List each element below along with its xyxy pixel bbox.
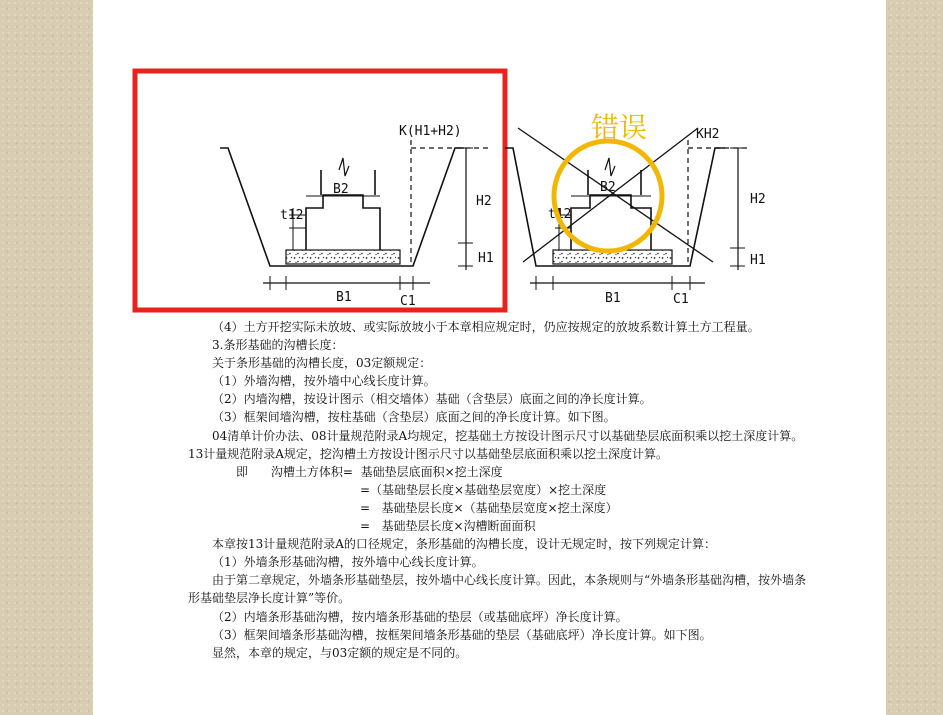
left-label-h2: H2 [476, 194, 492, 209]
right-label-h2: H2 [750, 192, 766, 207]
paragraph-3: 关于条形基础的沟槽长度，03定额规定： [212, 356, 432, 371]
error-label: 错误 [591, 111, 648, 144]
right-label-k: KH2 [696, 127, 720, 142]
paragraph-13: 显然，本章的规定，与03定额的规定是不同的。 [212, 645, 468, 660]
left-label-b2: B2 [333, 182, 349, 197]
paragraph-4: （1）外墙沟槽，按外墙中心线长度计算。 [212, 374, 436, 389]
paragraph-12: （3）框架间墙条形基础沟槽，按框架间墙条形基础的垫层（基础底坪）净长度计算。如下图。 [212, 627, 712, 642]
right-trench-diagram [505, 128, 748, 290]
left-label-k: K(H1+H2) [399, 124, 462, 139]
paragraph-11: （2）内墙条形基础沟槽，按内墙条形基础的垫层（或基础底坪）净长度计算。 [212, 609, 628, 624]
paragraph-6: （3）框架间墙沟槽，按柱基础（含垫层）底面之间的净长度计算。如下图。 [212, 410, 616, 425]
document-page [93, 0, 886, 715]
formula-line-4: = 基础垫层长度×沟槽断面面积 [360, 519, 536, 534]
left-label-t12: t12 [280, 208, 304, 223]
right-label-t12: t12 [548, 207, 572, 222]
left-footing [306, 195, 380, 250]
red-highlight-frame [135, 71, 505, 310]
right-label-h1: H1 [750, 253, 766, 268]
right-label-b1: B1 [605, 291, 621, 306]
right-label-c1: C1 [673, 292, 689, 307]
paragraph-7: 04清单计价办法、08计量规范附录A均规定，挖基础土方按设计图示尺寸以基础垫层底面积乘以挖土深度计算。13计量规范附录A规定，挖沟槽土方按设计图示尺寸以基础垫层底面积乘以挖土深度计算。 [188, 428, 804, 461]
left-cushion-layer [286, 250, 400, 264]
trench-cross-section-diagrams [93, 0, 886, 320]
formula-line-3: = 基础垫层长度×（基础垫层宽度×挖土深度） [360, 500, 618, 515]
left-label-h1: H1 [478, 251, 494, 266]
paragraph-9: （1）外墙条形基础沟槽，按外墙中心线长度计算。 [212, 555, 484, 570]
paragraph-10: 由于第二章规定，外墙条形基础垫层，按外墙中心线长度计算。因此，本条规则与“外墙条形基础沟槽，按外墙条形基础垫层净长度计算”等价。 [188, 573, 807, 606]
formula-line-2: =（基础垫层长度×基础垫层宽度）×挖土深度 [360, 482, 607, 497]
paragraph-2: 3.条形基础的沟槽长度： [212, 338, 344, 353]
right-label-b2: B2 [600, 180, 616, 195]
left-label-c1: C1 [400, 294, 416, 309]
left-trench-outline [220, 148, 464, 266]
document-body-text [188, 318, 808, 662]
paragraph-8: 本章按13计量规范附录A的口径规定，条形基础的沟槽长度，设计无规定时，按下列规定计算： [212, 537, 716, 552]
paragraph-5: （2）内墙沟槽，按设计图示（相交墙体）基础（含垫层）底面之间的净长度计算。 [212, 392, 652, 407]
left-trench-diagram [220, 140, 488, 290]
left-label-b1: B1 [336, 290, 352, 305]
paragraph-1: （4）土方开挖实际未放坡、或实际放坡小于本章相应规定时，仍应按规定的放坡系数计算土方工程量。 [212, 320, 760, 334]
formula-line-1: 即 沟槽土方体积= 基础垫层底面积×挖土深度 [236, 464, 503, 479]
